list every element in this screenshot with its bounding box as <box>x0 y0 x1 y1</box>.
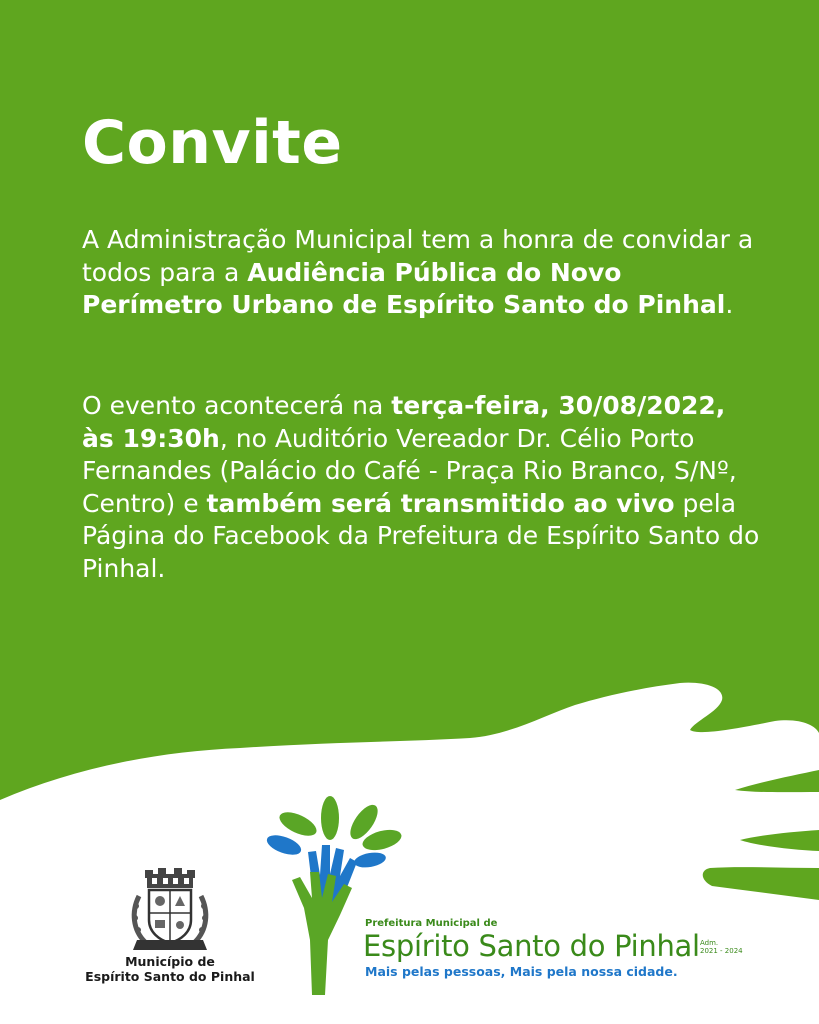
details-text-2: , no Auditório Vereador Dr. Célio Porto Fernandes (Palácio do Café - Praça Rio Branco, S/Nº, Centro) e <box>82 423 737 518</box>
invitation-paragraph-details <box>82 390 762 585</box>
prefeitura-adm <box>700 939 743 955</box>
details-text-1: O evento acontecerá na <box>82 391 392 420</box>
event-date-time: terça-feira, 30/08/2022, às 19:30h <box>82 391 726 453</box>
prefeitura-name: Espírito Santo do Pinhal <box>363 929 700 963</box>
intro-text: A Administração Municipal tem a honra de convidar a todos para a <box>82 225 754 287</box>
invitation-title: Convite <box>82 108 343 178</box>
intro-period: . <box>725 290 734 319</box>
prefeitura-logo <box>262 790 762 1000</box>
municipio-logo <box>75 868 265 984</box>
municipio-caption <box>75 954 265 984</box>
municipio-caption-line1: Município de <box>125 954 215 969</box>
details-text-3: pela Página do Facebook da Prefeitura de Espírito Santo do Pinhal. <box>82 488 760 583</box>
livestream-notice: também será transmitido ao vivo <box>206 488 675 518</box>
event-name: Audiência Pública do Novo Perímetro Urbano de Espírito Santo do Pinhal <box>82 257 726 319</box>
prefeitura-small-label: Prefeitura Municipal de <box>365 918 498 929</box>
adm-years: 2021 - 2024 <box>700 947 743 955</box>
invitation-paragraph-intro <box>82 224 762 322</box>
adm-label: Adm. <box>700 939 719 947</box>
coat-of-arms-icon <box>127 868 213 952</box>
municipio-caption-line2: Espírito Santo do Pinhal <box>85 969 255 984</box>
prefeitura-slogan: Mais pelas pessoas, Mais pela nossa cidade. <box>365 964 678 979</box>
